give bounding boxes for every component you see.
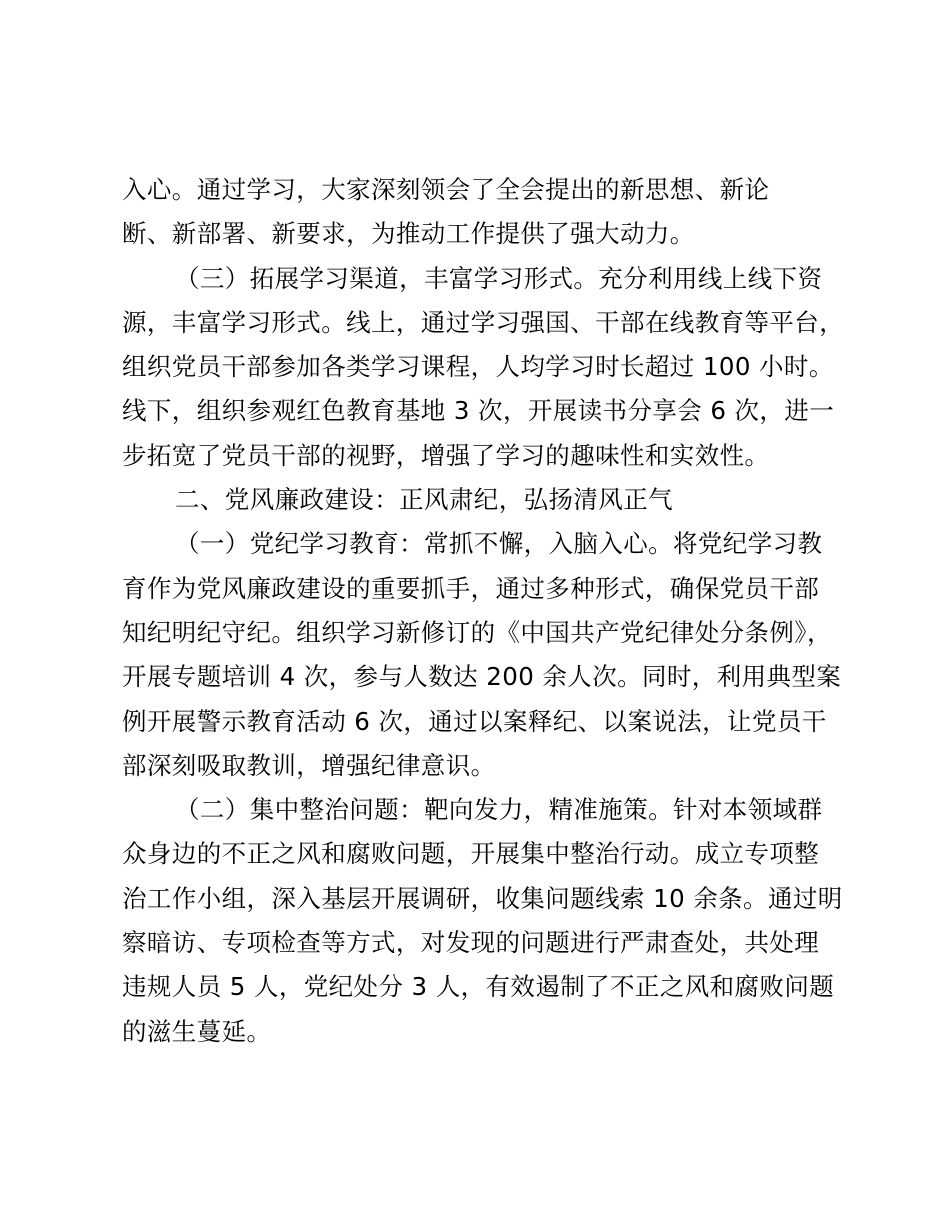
text-line: 治工作小组，深入基层开展调研，收集问题线索 10 余条。通过明 — [122, 883, 843, 913]
text-line: 步拓宽了党员干部的视野，增强了学习的趣味性和实效性。 — [122, 440, 770, 470]
text-line: 的滋生蔓延。 — [122, 1016, 272, 1046]
text-line: 违规人员 5 人，党纪处分 3 人，有效遏制了不正之风和腐败问题 — [122, 972, 835, 1002]
text-line: 断、新部署、新要求，为推动工作提供了强大动力。 — [122, 219, 695, 249]
text-line: （三）拓展学习渠道，丰富学习形式。充分利用线上线下资 — [175, 263, 823, 293]
text-line: 线下，组织参观红色教育基地 3 次，开展读书分享会 6 次，进一 — [122, 396, 835, 426]
text-line: 源，丰富学习形式。线上，通过学习强国、干部在线教育等平台， — [122, 307, 845, 337]
text-line: （二）集中整治问题：靶向发力，精准施策。针对本领域群 — [175, 795, 823, 825]
document-body — [122, 168, 845, 1054]
text-line: 入心。通过学习，大家深刻领会了全会提出的新思想、新论 — [122, 175, 770, 204]
text-line: （一）党纪学习教育：常抓不懈，入脑入心。将党纪学习教 — [175, 529, 823, 559]
section-heading: 二、党风廉政建设：正风肃纪，弘扬清风正气 — [175, 485, 673, 515]
text-line: 组织党员干部参加各类学习课程，人均学习时长超过 100 小时。 — [122, 352, 834, 382]
text-line: 育作为党风廉政建设的重要抓手，通过多种形式，确保党员干部 — [122, 573, 820, 603]
text-line: 察暗访、专项检查等方式，对发现的问题进行严肃查处，共处理 — [122, 928, 820, 958]
text-line: 知纪明纪守纪。组织学习新修订的《中国共产党纪律处分条例》， — [122, 617, 832, 647]
text-line: 开展专题培训 4 次，参与人数达 200 余人次。同时，利用典型案 — [122, 662, 842, 692]
text-line: 众身边的不正之风和腐败问题，开展集中整治行动。成立专项整 — [122, 839, 820, 869]
text-line: 例开展警示教育活动 6 次，通过以案释纪、以案说法，让党员干 — [122, 706, 827, 736]
text-line: 部深刻吸取教训，增强纪律意识。 — [122, 750, 496, 780]
